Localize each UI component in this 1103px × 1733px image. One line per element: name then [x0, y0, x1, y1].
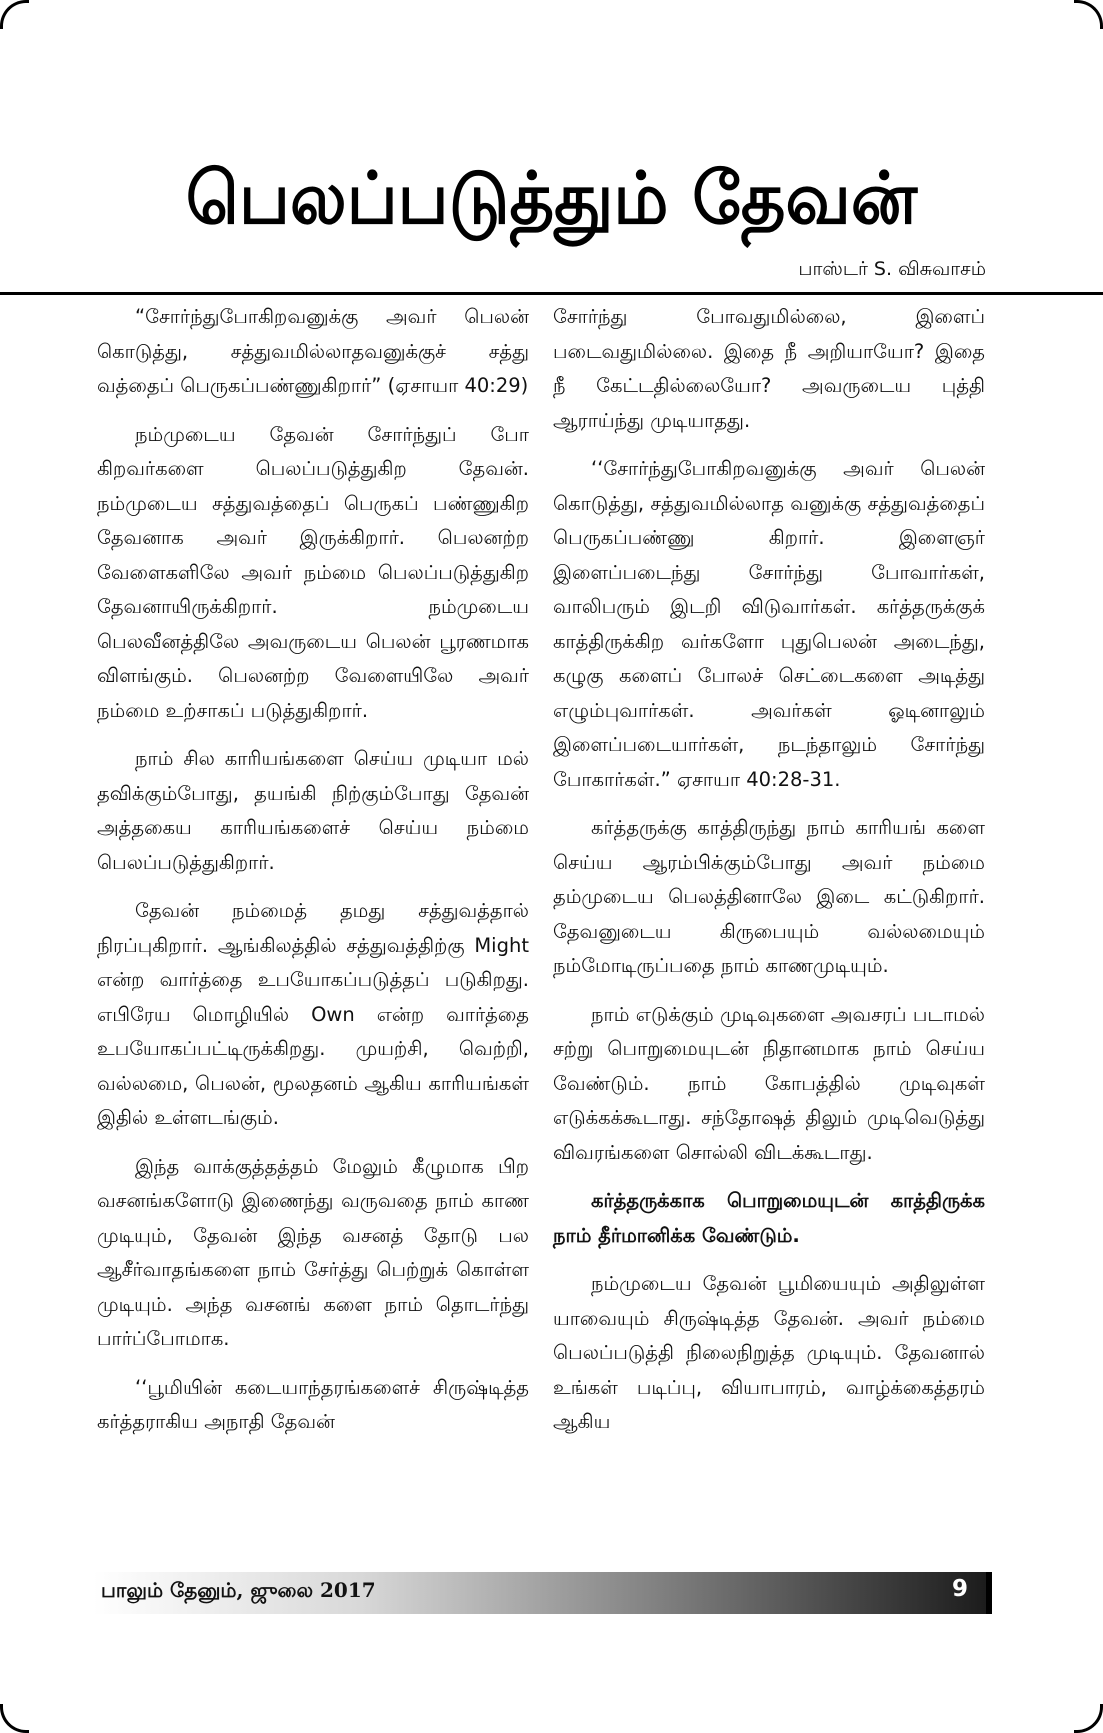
- corner-mark-top-right: [1074, 0, 1103, 29]
- right-column: [553, 300, 985, 1454]
- paragraph-scripture-quote: “சோர்ந்துபோகிறவனுக்கு அவர் பெலன் கொடுத்து, சத்துவமில்லாதவனுக்குச் சத்து வத்தைப் பெருகப்பண்ணுகிறார்” (ஏசாயா 40:29): [97, 305, 529, 397]
- left-column: [97, 300, 529, 1454]
- paragraph-continued: சோர்ந்து போவதுமில்லை, இளைப் படைவதுமில்லை. இதை நீ அறியாயோ? இதை நீ கேட்டதில்லையோ? அவருடைய புத்தி ஆராய்ந்து முடியாதது.: [553, 305, 985, 432]
- paragraph: ‘‘பூமியின் கடையாந்தரங்களைச் சிருஷ்டித்த கர்த்தராகிய அநாதி தேவன்: [97, 1375, 529, 1433]
- bold-subheading: கர்த்தருக்காக பொறுமையுடன் காத்திருக்க நாம் தீர்மானிக்க வேண்டும்.: [553, 1189, 985, 1247]
- page-footer: [93, 1572, 986, 1614]
- paragraph: நம்முடைய தேவன் பூமியையும் அதிலுள்ள யாவையும் சிருஷ்டித்த தேவன். அவர் நம்மை பெலப்படுத்தி நிலைநிறுத்த முடியும். தேவனால் உங்கள் படிப்பு, வியாபாரம், வாழ்க்கைத்தரம் ஆகிய: [553, 1272, 985, 1433]
- paragraph: நாம் எடுக்கும் முடிவுகளை அவசரப் படாமல் சற்று பொறுமையுடன் நிதானமாக நாம் செய்ய வேண்டும். நாம் கோபத்தில் முடிவுகள் எடுக்கக்கூடாது. சந்தோஷத் திலும் முடிவெடுத்து விவரங்களை சொல்லி விடக்கூடாது.: [553, 1002, 985, 1164]
- footer-end-mark: [986, 1572, 992, 1614]
- paragraph: இந்த வாக்குத்தத்தம் மேலும் கீழுமாக பிற வசனங்களோடு இணைந்து வருவதை நாம் காண முடியும், தேவன் இந்த வசனத் தோடு பல ஆசீர்வாதங்களை நாம் சேர்த்து பெற்றுக் கொள்ள முடியும். அந்த வசனங் களை நாம் தொடர்ந்து பார்ப்போமாக.: [97, 1154, 529, 1350]
- paragraph: நம்முடைய தேவன் சோர்ந்துப் போ கிறவர்களை பெலப்படுத்துகிற தேவன். நம்முடைய சத்துவத்தைப் பெருகப் பண்ணுகிற தேவனாக அவர் இருக்கிறார். பெலனற்ற வேளைகளிலே அவர் நம்மை பெலப்படுத்துகிற தேவனாயிருக்கிறார். நம்முடைய பெலவீனத்திலே அவருடைய பெலன் பூரணமாக விளங்கும். பெலனற்ற வேளையிலே அவர் நம்மை உற்சாகப் படுத்துகிறார்.: [97, 422, 529, 722]
- corner-mark-bottom-left: [0, 1704, 29, 1733]
- article-title: பெலப்படுத்தும் தேவன்: [185, 156, 918, 240]
- author-byline: பாஸ்டர் S. விசுவாசம்: [798, 258, 986, 280]
- corner-mark-top-left: [0, 0, 29, 29]
- paragraph: தேவன் நம்மைத் தமது சத்துவத்தால் நிரப்புகிறார். ஆங்கிலத்தில் சத்துவத்திற்கு Might என்ற வார்த்தை உபயோகப்படுத்தப் படுகிறது. எபிரேய மொழியில் Own என்ற வார்த்தை உபயோகப்பட்டிருக்கிறது. முயற்சி, வெற்றி, வல்லமை, பெலன், மூலதனம் ஆகிய காரியங்கள் இதில் உள்ளடங்கும்.: [97, 899, 529, 1129]
- corner-mark-bottom-right: [1074, 1704, 1103, 1733]
- header-rule: [0, 292, 1103, 295]
- magazine-issue: பாலும் தேனும், ஜுலை 2017: [101, 1578, 376, 1602]
- paragraph-scripture-quote: ‘‘சோர்ந்துபோகிறவனுக்கு அவர் பெலன் கொடுத்து, சத்துவமில்லாத வனுக்கு சத்துவத்தைப் பெருகப்பண்ணு கிறார். இளைஞர் இளைப்படைந்து சோர்ந்து போவார்கள், வாலிபரும் இடறி விடுவார்கள். கர்த்தருக்குக் காத்திருக்கிற வர்களோ புதுபெலன் அடைந்து, கழுகு களைப் போலச் செட்டைகளை அடித்து எழும்புவார்கள். அவர்கள் ஓடினாலும் இளைப்படையார்கள், நடந்தாலும் சோர்ந்து போகார்கள்.” ஏசாயா 40:28-31.: [553, 457, 985, 791]
- page-number: 9: [951, 1576, 968, 1602]
- paragraph: கர்த்தருக்கு காத்திருந்து நாம் காரியங் களை செய்ய ஆரம்பிக்கும்போது அவர் நம்மை தம்முடைய பெலத்தினாலே இடை கட்டுகிறார். தேவனுடைய கிருபையும் வல்லமையும் நம்மோடிருப்பதை நாம் காணமுடியும்.: [553, 816, 985, 977]
- paragraph: நாம் சில காரியங்களை செய்ய முடியா மல் தவிக்கும்போது, தயங்கி நிற்கும்போது தேவன் அத்தகைய காரியங்களைச் செய்ய நம்மை பெலப்படுத்துகிறார்.: [97, 747, 529, 874]
